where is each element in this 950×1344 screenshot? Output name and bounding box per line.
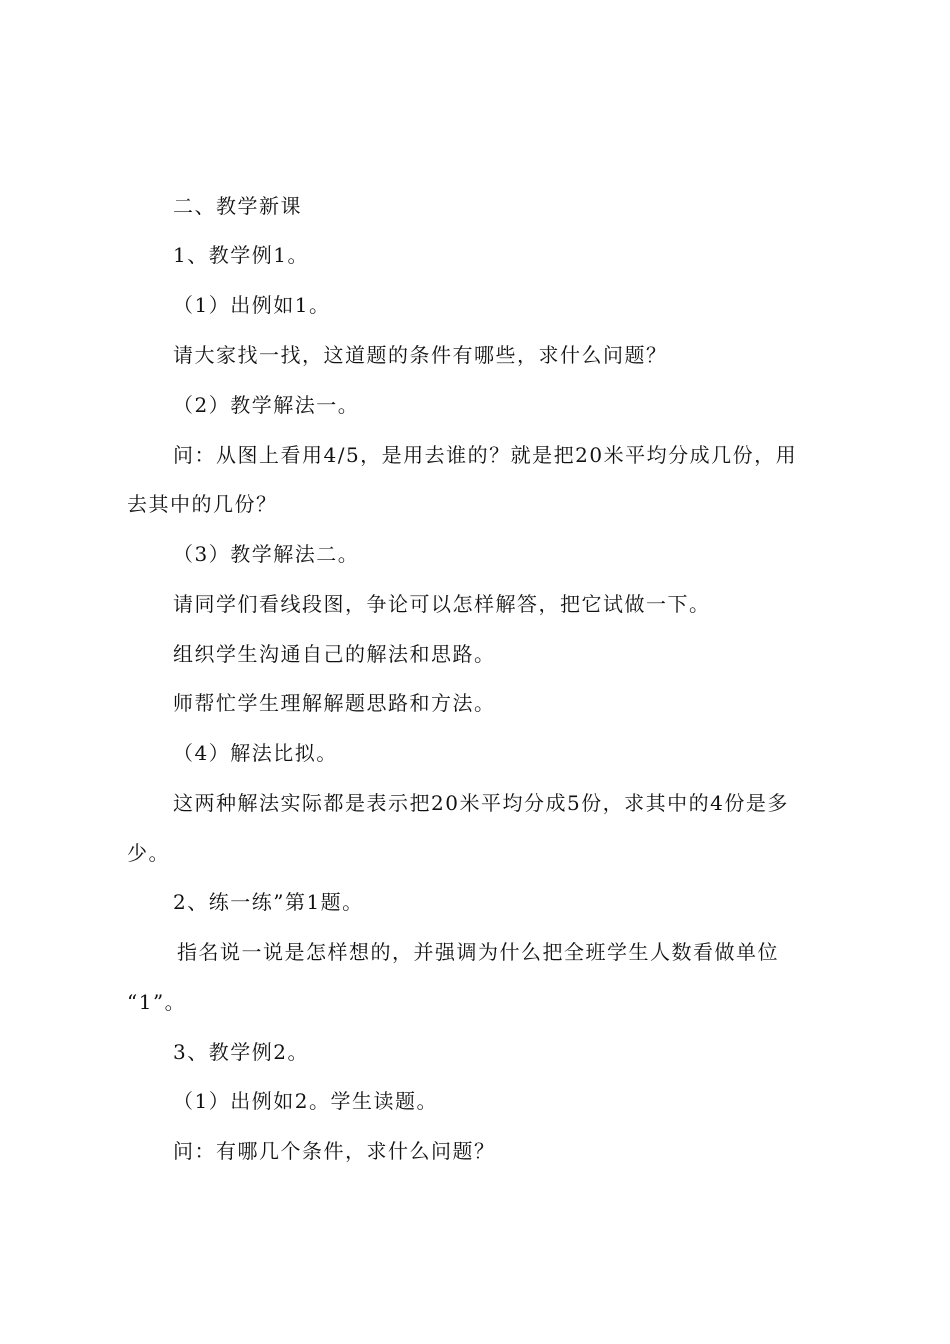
paragraph-continuation: “1”。 xyxy=(127,990,187,1014)
paragraph: 问：从图上看用4/5，是用去谁的？就是把20米平均分成几份，用 xyxy=(173,443,798,467)
paragraph: （1）出例如1。 xyxy=(173,293,331,317)
paragraph: 组织学生沟通自己的解法和思路。 xyxy=(173,642,496,666)
paragraph: 问：有哪几个条件，求什么问题？ xyxy=(173,1139,496,1163)
paragraph: 这两种解法实际都是表示把20米平均分成5份，求其中的4份是多 xyxy=(173,791,789,815)
paragraph: （4）解法比拟。 xyxy=(173,741,338,765)
section-heading: 二、教学新课 xyxy=(173,194,302,218)
paragraph: 3、教学例2。 xyxy=(173,1040,309,1064)
paragraph: （1）出例如2。学生读题。 xyxy=(173,1089,438,1113)
paragraph: （2）教学解法一。 xyxy=(173,393,360,417)
paragraph: 1、教学例1。 xyxy=(173,243,309,267)
paragraph: 请同学们看线段图，争论可以怎样解答，把它试做一下。 xyxy=(173,592,711,616)
paragraph: 2、练一练”第1题。 xyxy=(173,890,364,914)
paragraph: 请大家找一找，这道题的条件有哪些，求什么问题？ xyxy=(173,343,668,367)
paragraph: （3）教学解法二。 xyxy=(173,542,360,566)
paragraph: 师帮忙学生理解解题思路和方法。 xyxy=(173,691,496,715)
paragraph-continuation: 少。 xyxy=(127,841,170,865)
paragraph-continuation: 去其中的几份？ xyxy=(127,492,278,516)
paragraph: 指名说一说是怎样想的，并强调为什么把全班学生人数看做单位 xyxy=(177,940,779,964)
